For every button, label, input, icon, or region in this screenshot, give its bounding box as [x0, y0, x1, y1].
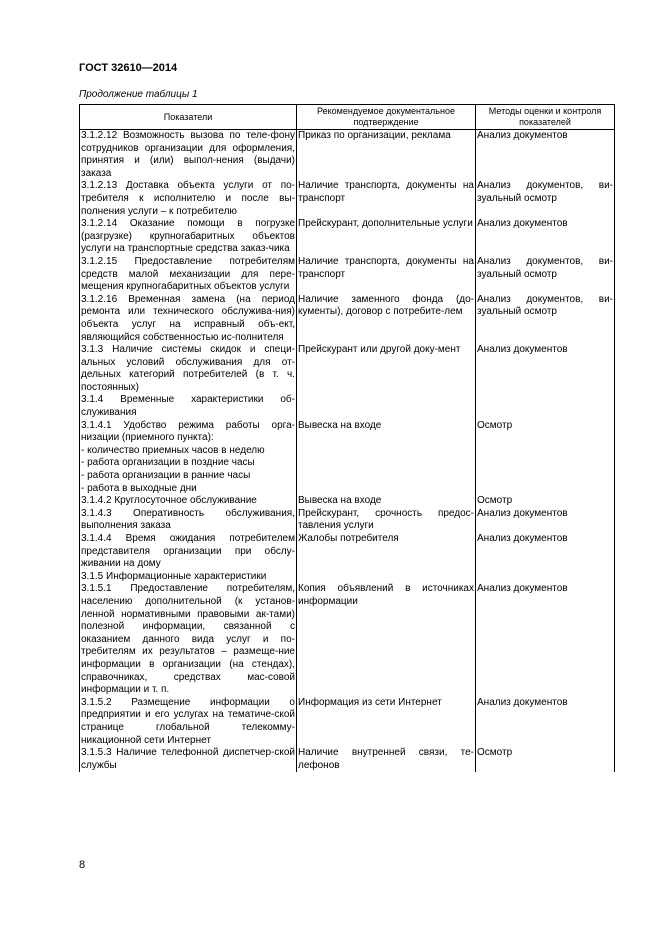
indicator-cell: 3.1.4.2 Круглосуточное обслуживание — [80, 495, 297, 508]
indicator-cell: 3.1.2.16 Временная замена (на период ремонта или технического обслужива-ния) объекта услуг на исправный объ-ект, являющийся собственностью ис-полнителя — [81, 293, 298, 343]
indicator-cell: 3.1.5.1 Предоставление потребителям, населению дополнительной (к установ-ленной нормативными правовыми ак-тами) полезной информации, связанной с оказанием данного вида услуг и по-требителям их результатов – размеще-ние информации в организации (на стендах), справочниках, средствах мас-совой информации и т. п. — [81, 583, 298, 696]
table-row — [80, 508, 615, 533]
table-row — [80, 344, 615, 394]
table-row — [80, 130, 615, 181]
method-cell: Анализ документов, ви-зуальный осмотр — [476, 294, 615, 344]
method-cell — [476, 571, 615, 584]
documentation-cell: Прейскурант, дополнительные услуги — [297, 218, 476, 256]
indicator-cell: 3.1.2.15 Предоставление потребителям средств малой механизации для пере-мещения крупногабаритных объектов услуги — [81, 255, 298, 293]
indicator-cell: 3.1.3 Наличие системы скидок и специ-альных условий обслуживания для от-дельных категорий потребителей (в т. ч. постоянных) — [81, 344, 298, 393]
indicator-cell: 3.1.4.3 Оперативность обслуживания, выполнения заказа — [81, 507, 298, 532]
documentation-cell: Наличие транспорта, документы на транспорт — [297, 180, 476, 218]
documentation-cell: Наличие заменного фонда (до-кументы), договор с потребите-лем — [297, 294, 476, 344]
table-row — [80, 747, 615, 772]
column-header-documentation: Рекомендуемое документальное подтверждение — [297, 105, 476, 130]
table-row — [80, 420, 615, 496]
table-row — [80, 218, 615, 256]
table-row — [80, 294, 615, 344]
documentation-cell: Копия объявлений в источниках информации — [297, 583, 476, 696]
page-number: 8 — [79, 859, 86, 871]
column-header-methods: Методы оценки и контроля показателей — [476, 105, 615, 130]
method-cell: Анализ документов — [476, 130, 615, 181]
method-cell: Осмотр — [476, 420, 615, 496]
method-cell: Анализ документов — [476, 697, 615, 747]
indicator-cell: 3.1.2.14 Оказание помощи в погрузке (разгрузке) крупногабаритных объектов услуги на транспортные средства заказ-чика — [81, 218, 298, 255]
method-cell: Анализ документов, ви-зуальный осмотр — [476, 256, 615, 294]
documentation-cell — [297, 571, 476, 584]
requirements-table — [79, 104, 615, 772]
table-row — [80, 533, 615, 571]
table-row — [80, 394, 615, 419]
documentation-cell: Прейскурант или другой доку-мент — [297, 344, 476, 394]
documentation-cell: Наличие внутренней связи, те-лефонов — [298, 747, 474, 771]
documentation-cell: Наличие транспорта, документы на транспорт — [297, 256, 476, 294]
documentation-cell: Вывеска на входе — [297, 420, 476, 496]
method-cell: Анализ документов — [476, 508, 615, 533]
method-cell: Осмотр — [476, 495, 615, 508]
documentation-cell — [297, 394, 476, 419]
documentation-cell: Жалобы потребителя — [297, 533, 476, 571]
method-cell: Анализ документов — [476, 218, 615, 256]
method-cell — [476, 394, 615, 419]
indicator-cell: 3.1.2.12 Возможность вызова по теле-фону сотрудников организации для оформления, принятия и (или) выпол-нения (выдачи) заказа — [81, 130, 298, 179]
table-row — [80, 571, 615, 584]
table-row — [80, 583, 615, 696]
table-row — [80, 180, 615, 218]
indicator-cell: 3.1.5 Информационные характеристики — [80, 571, 297, 584]
indicator-cell: 3.1.5.2 Размещение информации о предприятии и его услугах на тематиче-ской странице глобальной телекомму-никационной сети Интернет — [81, 696, 298, 746]
indicator-cell: 3.1.5.3 Наличие телефонной диспетчер-ской службы — [81, 747, 298, 771]
indicator-cell: 3.1.4.1 Удобство режима работы орга-низации (приемного пункта): - количество приемных часов в неделю - работа организации в поздние часы - работа организации в ранние часы - работа в выходные дни — [81, 419, 295, 494]
method-cell: Осмотр — [476, 747, 615, 772]
indicator-cell: 3.1.4 Временные характеристики об-служивания — [81, 394, 295, 419]
documentation-cell: Прейскурант, срочность предос-тавления услуги — [298, 507, 474, 532]
method-cell: Анализ документов — [476, 533, 615, 571]
documentation-cell: Приказ по организации, реклама — [297, 130, 476, 181]
table-header-row — [80, 105, 615, 130]
table-row — [80, 495, 615, 508]
column-header-indicators: Показатели — [80, 105, 297, 130]
document-header: ГОСТ 32610—2014 — [79, 62, 178, 74]
indicator-cell: 3.1.4.4 Время ожидания потребителем представителя организации при обслу-живании на дому — [81, 533, 298, 570]
table-row — [80, 697, 615, 747]
table-caption: Продолжение таблицы 1 — [79, 89, 198, 100]
indicator-cell: 3.1.2.13 Доставка объекта услуги от по-требителя к исполнителю и после вы-полнения услуги – к потребителю — [81, 180, 295, 217]
documentation-cell: Вывеска на входе — [297, 495, 476, 508]
table-row — [80, 256, 615, 294]
method-cell: Анализ документов, ви-зуальный осмотр — [476, 180, 615, 218]
documentation-cell: Информация из сети Интернет — [297, 697, 476, 747]
method-cell: Анализ документов — [476, 583, 615, 696]
method-cell: Анализ документов — [476, 344, 615, 394]
